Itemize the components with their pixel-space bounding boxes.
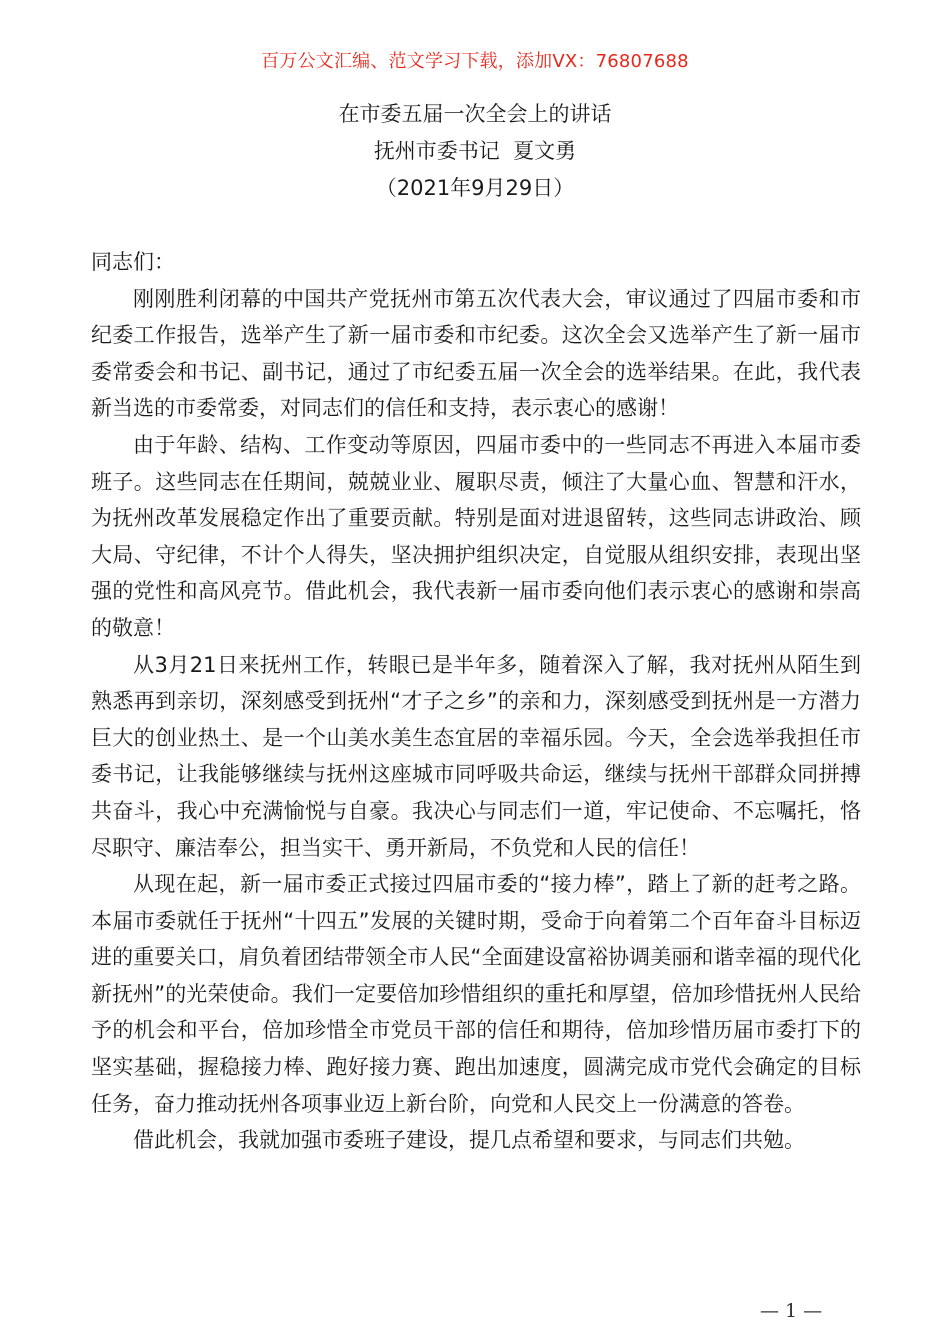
paragraph-2: 由于年龄、结构、工作变动等原因，四届市委中的一些同志不再进入本届市委班子。这些同志在任期间，兢兢业业、履职尽责，倾注了大量心血、智慧和汗水，为抚州改革发展稳定作出了重要贡献。特别是面对进退留转，这些同志讲政治、顾大局、守纪律，不计个人得失，坚决拥护组织决定，自觉服从组织安排，表现出坚强的党性和高风亮节。借此机会，我代表新一届市委向他们表示衷心的感谢和崇高的敬意！ bbox=[91, 432, 861, 640]
paragraph-1: 刚刚胜利闭幕的中国共产党抚州市第五次代表大会，审议通过了四届市委和市纪委工作报告，选举产生了新一届市委和市纪委。这次全会又选举产生了新一届市委常委会和书记、副书记，通过了市纪委五届一次全会的选举结果。在此，我代表新当选的市委常委，对同志们的信任和支持，表示衷心的感谢！ bbox=[91, 286, 861, 421]
title-block bbox=[0, 96, 950, 207]
promo-banner: 百万公文汇编、范文学习下载，添加VX：76807688 bbox=[261, 51, 689, 72]
document-body bbox=[91, 244, 861, 1159]
salutation: 同志们： bbox=[91, 250, 175, 274]
speech-date: （2021年9月29日） bbox=[375, 176, 575, 200]
paragraph-3: 从3月21日来抚州工作，转眼已是半年多，随着深入了解，我对抚州从陌生到熟悉再到亲切，深刻感受到抚州“才子之乡”的亲和力，深刻感受到抚州是一方潜力巨大的创业热土、是一个山美水美生态宜居的幸福乐园。今天，全会选举我担任市委书记，让我能够继续与抚州这座城市同呼吸共命运，继续与抚州干部群众同拼搏共奋斗，我心中充满愉悦与自豪。我决心与同志们一道，牢记使命、不忘嘱托，恪尽职守、廉洁奉公，担当实干、勇开新局，不负党和人民的信任！ bbox=[91, 652, 861, 860]
paragraph-5: 借此机会，我就加强市委班子建设，提几点希望和要求，与同志们共勉。 bbox=[133, 1128, 805, 1153]
page-number: — 1 — bbox=[760, 1300, 823, 1322]
speech-author: 抚州市委书记 夏文勇 bbox=[373, 139, 577, 163]
speech-title: 在市委五届一次全会上的讲话 bbox=[338, 102, 612, 126]
paragraph-4: 从现在起，新一届市委正式接过四届市委的“接力棒”，踏上了新的赶考之路。本届市委就任于抚州“十四五”发展的关键时期，受命于向着第二个百年奋斗目标迈进的重要关口，肩负着团结带领全市人民“全面建设富裕协调美丽和谐幸福的现代化新抚州”的光荣使命。我们一定要倍加珍惜组织的重托和厚望，倍加珍惜抚州人民给予的机会和平台，倍加珍惜全市党员干部的信任和期待，倍加珍惜历届市委打下的坚实基础，握稳接力棒、跑好接力赛、跑出加速度，圆满完成市党代会确定的目标任务，奋力推动抚州各项事业迈上新台阶，向党和人民交上一份满意的答卷。 bbox=[91, 872, 861, 1116]
